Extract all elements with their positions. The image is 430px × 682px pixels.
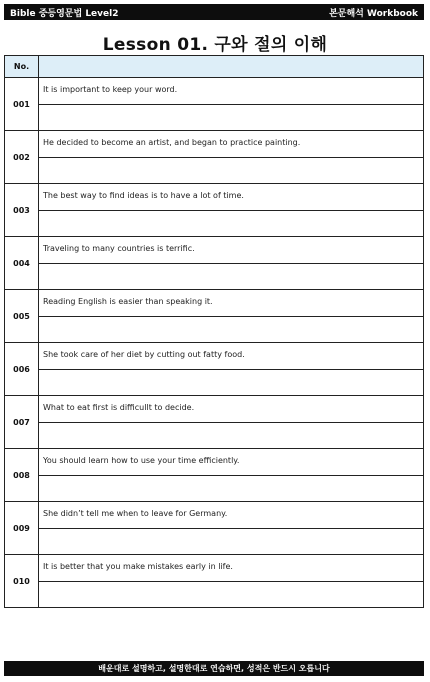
- top-banner: [4, 4, 424, 20]
- answer-blank[interactable]: [39, 423, 424, 449]
- sentence-cell: [39, 78, 424, 105]
- row-number: 009: [5, 502, 39, 555]
- sentence-cell: [39, 396, 424, 423]
- table-row: [5, 131, 424, 158]
- answer-row: [5, 158, 424, 184]
- answer-row: [5, 529, 424, 555]
- sentence-text: It is important to keep your word.: [43, 85, 178, 94]
- sentence-text: She took care of her diet by cutting out fatty food.: [43, 350, 245, 359]
- sentence-text: He decided to become an artist, and began to practice painting.: [43, 138, 301, 147]
- answer-blank[interactable]: [39, 529, 424, 555]
- row-number: 006: [5, 343, 39, 396]
- answer-row: [5, 476, 424, 502]
- answer-row: [5, 317, 424, 343]
- table-row: [5, 78, 424, 105]
- row-number: 004: [5, 237, 39, 290]
- sentence-cell: [39, 290, 424, 317]
- table-row: [5, 396, 424, 423]
- answer-blank[interactable]: [39, 158, 424, 184]
- sentence-cell: [39, 449, 424, 476]
- answer-blank[interactable]: [39, 476, 424, 502]
- sentence-text: Reading English is easier than speaking it.: [43, 297, 213, 306]
- answer-blank[interactable]: [39, 370, 424, 396]
- table-row: [5, 290, 424, 317]
- sentence-text: Traveling to many countries is terrific.: [43, 244, 195, 253]
- answer-blank[interactable]: [39, 264, 424, 290]
- book-title: Bible 중등영문법 Level2: [10, 9, 119, 19]
- answer-blank[interactable]: [39, 317, 424, 343]
- column-header-no: No.: [5, 56, 39, 78]
- table-row: [5, 237, 424, 264]
- answer-row: [5, 370, 424, 396]
- page-title: Lesson 01. 구와 절의 이해: [102, 35, 328, 55]
- workbook-table: [4, 55, 424, 608]
- workbook-label: 본문해석 Workbook: [329, 9, 418, 19]
- answer-row: [5, 105, 424, 131]
- sentence-text: She didn’t tell me when to leave for Germany.: [43, 509, 228, 518]
- answer-row: [5, 423, 424, 449]
- sentence-cell: [39, 237, 424, 264]
- footer-slogan: 배운대로 설명하고, 설명한대로 연습하면, 성적은 반드시 오릅니다: [4, 661, 424, 676]
- table-row: [5, 343, 424, 370]
- table-row: [5, 449, 424, 476]
- column-header-blank: [39, 56, 424, 78]
- sentence-cell: [39, 184, 424, 211]
- sentence-text: What to eat first is difficullt to decide.: [43, 403, 195, 412]
- row-number: 007: [5, 396, 39, 449]
- row-number: 010: [5, 555, 39, 608]
- sentence-text: You should learn how to use your time efficiently.: [43, 456, 240, 465]
- table-row: [5, 502, 424, 529]
- answer-row: [5, 211, 424, 237]
- sentence-cell: [39, 502, 424, 529]
- row-number: 008: [5, 449, 39, 502]
- sentence-cell: [39, 131, 424, 158]
- table-row: [5, 184, 424, 211]
- answer-blank[interactable]: [39, 105, 424, 131]
- table-header-row: [5, 56, 424, 78]
- answer-row: [5, 582, 424, 608]
- sentence-text: It is better that you make mistakes early in life.: [43, 562, 233, 571]
- row-number: 002: [5, 131, 39, 184]
- row-number: 001: [5, 78, 39, 131]
- answer-blank[interactable]: [39, 211, 424, 237]
- answer-blank[interactable]: [39, 582, 424, 608]
- row-number: 003: [5, 184, 39, 237]
- sentence-cell: [39, 343, 424, 370]
- answer-row: [5, 264, 424, 290]
- sentence-text: The best way to find ideas is to have a lot of time.: [43, 191, 244, 200]
- sentence-cell: [39, 555, 424, 582]
- row-number: 005: [5, 290, 39, 343]
- table-row: [5, 555, 424, 582]
